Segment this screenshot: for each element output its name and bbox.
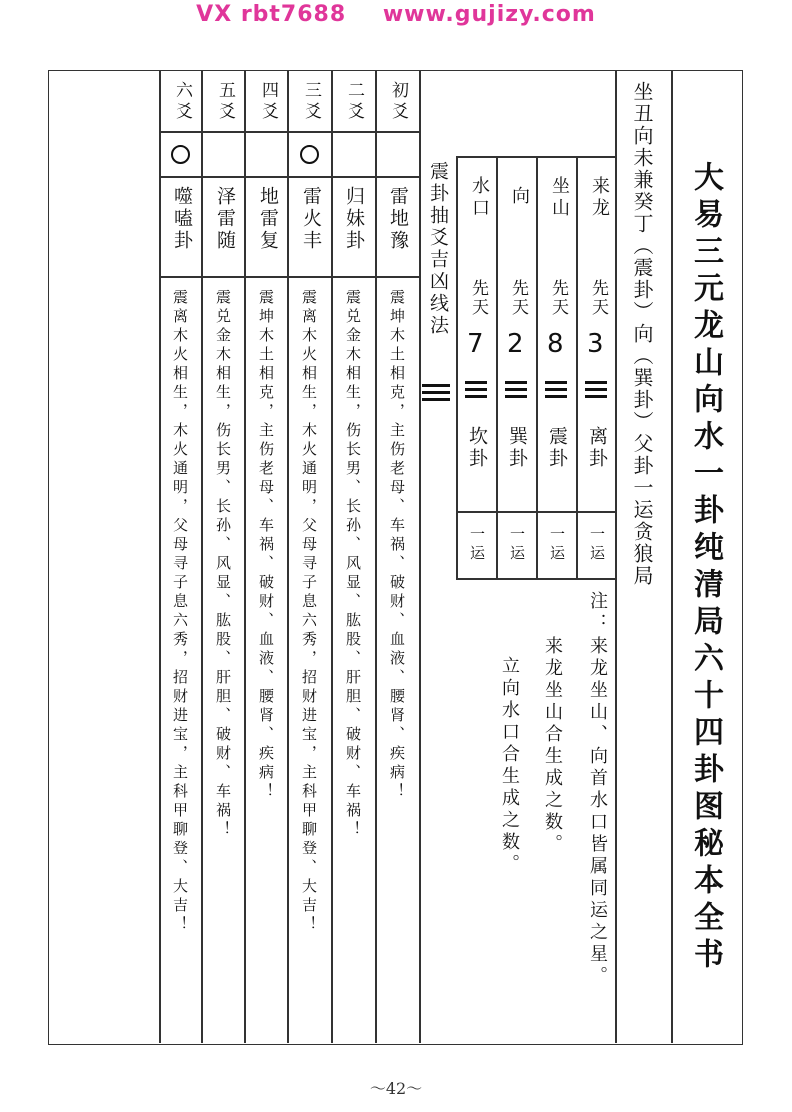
yao-mark-3-icon (300, 145, 319, 164)
yao-gua-5: 泽雷随 (214, 186, 236, 252)
xiantian-lailong: 先天 (588, 279, 608, 317)
trigram-li-icon (585, 381, 607, 398)
zhen-section-title: 震卦抽爻吉凶线法 (427, 161, 449, 337)
yao-desc-5: 震兑金木相生，伤长男、长孙、风显、肱股、肝胆、破财、车祸！ (214, 289, 232, 840)
page-frame (48, 70, 743, 1045)
page-title: 大易三元龙山向水一卦纯清局六十四卦图秘本全书 (688, 161, 723, 975)
subtitle: 坐丑向未兼癸丁（震卦）向（巽卦）父卦一运贪狼局 (630, 81, 654, 587)
yun-shuikou: 一运 (468, 526, 486, 564)
yao-gua-6: 噬嗑卦 (171, 186, 193, 252)
gua-xiang: 巽卦 (506, 426, 528, 470)
gua-shuikou: 坎卦 (466, 426, 488, 470)
yao-desc-1: 震坤木土相克，主伤老母、车祸、破财、血液、腰肾、疾病！ (388, 289, 406, 802)
yao-desc-4: 震坤木土相克，主伤老母、车祸、破财、血液、腰肾、疾病！ (257, 289, 275, 802)
trigram-zhen-main-icon (422, 384, 450, 401)
yao-label-1: 初爻 (388, 81, 408, 123)
yao-desc-6: 震离木火相生，木火通明，父母寻子息六秀，招财进宝，主科甲聊登、大吉！ (171, 289, 189, 935)
xiantian-zuoshan: 先天 (548, 279, 568, 317)
header-zuoshan: 坐山 (549, 176, 570, 220)
xiantian-shuikou: 先天 (468, 279, 488, 317)
gua-lailong: 离卦 (586, 426, 608, 470)
header-xiang: 向 (509, 186, 530, 208)
watermark-contact: VX rbt7688 (196, 2, 347, 27)
xiantian-xiang: 先天 (508, 279, 528, 317)
watermark-url: www.gujizy.com (382, 2, 596, 27)
number-lailong: 3 (587, 329, 604, 359)
yao-label-6: 六爻 (172, 81, 192, 123)
note-prefix: 注： (587, 591, 608, 635)
yun-lailong: 一运 (588, 526, 606, 564)
yao-gua-4: 地雷复 (257, 186, 279, 252)
yao-desc-2: 震兑金木相生，伤长男、长孙、风显、肱股、肝胆、破财、车祸！ (344, 289, 362, 840)
trigram-kan-icon (465, 381, 487, 398)
number-shuikou: 7 (467, 329, 484, 359)
trigram-xun-icon (505, 381, 527, 398)
yun-xiang: 一运 (508, 526, 526, 564)
header-lailong: 来龙 (589, 176, 610, 220)
trigram-zhen-icon (545, 381, 567, 398)
yao-gua-2: 归妹卦 (343, 186, 365, 252)
number-xiang: 2 (507, 329, 524, 359)
note-line1: 来龙坐山、向首水口皆属同运之星。 (587, 636, 608, 988)
yao-gua-3: 雷火丰 (300, 186, 322, 252)
number-zuoshan: 8 (547, 329, 564, 359)
yao-desc-3: 震离木火相生，木火通明，父母寻子息六秀，招财进宝，主科甲聊登、大吉！ (300, 289, 318, 935)
header-shuikou: 水口 (469, 176, 490, 220)
yao-label-3: 三爻 (301, 81, 321, 123)
yao-label-5: 五爻 (215, 81, 235, 123)
yao-mark-6-icon (171, 145, 190, 164)
note-line2: 来龙坐山合生成之数。 (542, 636, 563, 856)
page-number: ～42～ (369, 1079, 423, 1098)
gua-zuoshan: 震卦 (546, 426, 568, 470)
yao-label-4: 四爻 (258, 81, 278, 123)
note-line3: 立向水口合生成之数。 (499, 656, 520, 876)
yun-zuoshan: 一运 (548, 526, 566, 564)
yao-label-2: 二爻 (344, 81, 364, 123)
watermark (0, 2, 792, 27)
yao-gua-1: 雷地豫 (387, 186, 409, 252)
